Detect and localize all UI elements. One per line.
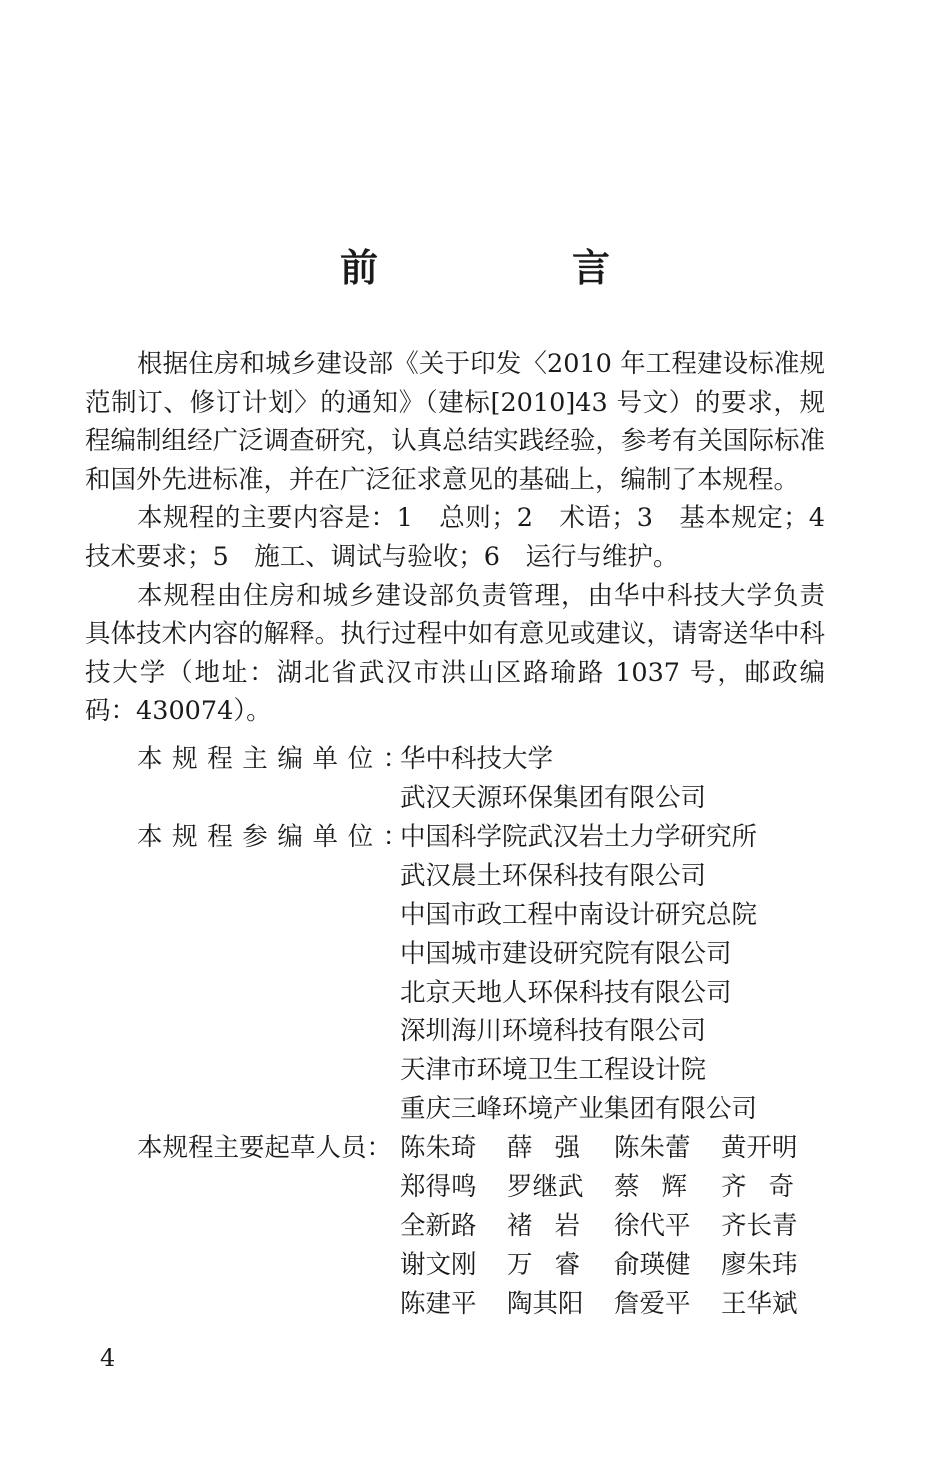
participating-unit: 深圳海川环境科技有限公司 bbox=[400, 1016, 707, 1047]
drafter-name: 詹爱平 bbox=[614, 1288, 691, 1319]
page-title: 前 言 bbox=[339, 245, 688, 290]
preface-body bbox=[85, 345, 851, 731]
chief-unit: 武汉天源环保集团有限公司 bbox=[400, 782, 707, 813]
participating-unit: 天津市环境卫生工程设计院 bbox=[400, 1055, 707, 1086]
participating-unit: 中国科学院武汉岩土力学研究所 bbox=[400, 822, 758, 852]
preface-paragraph: 本规程由住房和城乡建设部负责管理，由华中科技大学负责具体技术内容的解释。执行过程中如有意见或建议，请寄送华中科技大学（地址：湖北省武汉市洪山区路瑜路 1037 号，邮政编码：430074）。 bbox=[85, 580, 825, 727]
drafter-name: 廖朱玮 bbox=[721, 1249, 798, 1280]
participating-units-label: 本规程参编单位： bbox=[137, 822, 418, 852]
drafter-name: 陈朱蕾 bbox=[614, 1133, 691, 1163]
chief-unit: 华中科技大学 bbox=[400, 744, 554, 774]
drafter-name: 罗继武 bbox=[507, 1171, 584, 1202]
drafter-name: 徐代平 bbox=[614, 1210, 691, 1241]
preface-paragraph: 本规程的主要内容是：1 总则；2 术语；3 基本规定；4 技术要求；5 施工、调试与验收；6 运行与维护。 bbox=[85, 503, 851, 572]
drafter-name: 齐长青 bbox=[721, 1210, 798, 1241]
drafter-name: 陈建平 bbox=[400, 1288, 477, 1319]
drafter-name: 王华斌 bbox=[721, 1288, 798, 1319]
drafter-name: 谢文刚 bbox=[400, 1249, 477, 1280]
page-number: 4 bbox=[100, 1344, 116, 1372]
participating-unit: 中国市政工程中南设计研究总院 bbox=[400, 899, 758, 930]
participating-unit: 北京天地人环保科技有限公司 bbox=[400, 977, 732, 1008]
preface-paragraph: 根据住房和城乡建设部《关于印发〈2010 年工程建设标准规范制订、修订计划〉的通知》（建标[2010]43 号文）的要求，规程编制组经广泛调查研究，认真总结实践经验，参考有关国际标准和国外先进标准，并在广泛征求意见的基础上，编制了本规程。 bbox=[85, 349, 825, 495]
drafters-row bbox=[400, 1207, 828, 1246]
drafters-row bbox=[400, 1129, 828, 1168]
drafter-name: 陶其阳 bbox=[507, 1288, 584, 1319]
drafter-name: 齐奇 bbox=[721, 1171, 817, 1202]
drafters-row bbox=[400, 1168, 828, 1207]
drafters-row bbox=[400, 1246, 828, 1285]
drafter-name: 万睿 bbox=[507, 1249, 603, 1280]
participating-units-list bbox=[400, 818, 757, 1129]
drafter-name: 黄开明 bbox=[721, 1133, 798, 1163]
drafter-name: 俞瑛健 bbox=[614, 1249, 691, 1280]
participating-unit: 武汉晨土环保科技有限公司 bbox=[400, 860, 707, 891]
drafters-list bbox=[400, 1129, 828, 1323]
drafter-name: 郑得鸣 bbox=[400, 1171, 477, 1202]
drafters-row bbox=[400, 1285, 828, 1324]
drafter-name: 陈朱琦 bbox=[400, 1133, 477, 1163]
drafter-name: 褚岩 bbox=[507, 1210, 603, 1241]
drafter-name: 薛强 bbox=[507, 1133, 603, 1163]
participating-unit: 中国城市建设研究院有限公司 bbox=[400, 938, 732, 969]
chief-units-list bbox=[400, 740, 706, 818]
drafter-name: 蔡辉 bbox=[614, 1171, 710, 1202]
chief-units-label: 本规程主编单位： bbox=[137, 744, 418, 774]
drafter-name: 全新路 bbox=[400, 1210, 477, 1241]
drafters-label: 本规程主要起草人员： bbox=[137, 1133, 393, 1163]
participating-unit: 重庆三峰环境产业集团有限公司 bbox=[400, 1094, 758, 1125]
